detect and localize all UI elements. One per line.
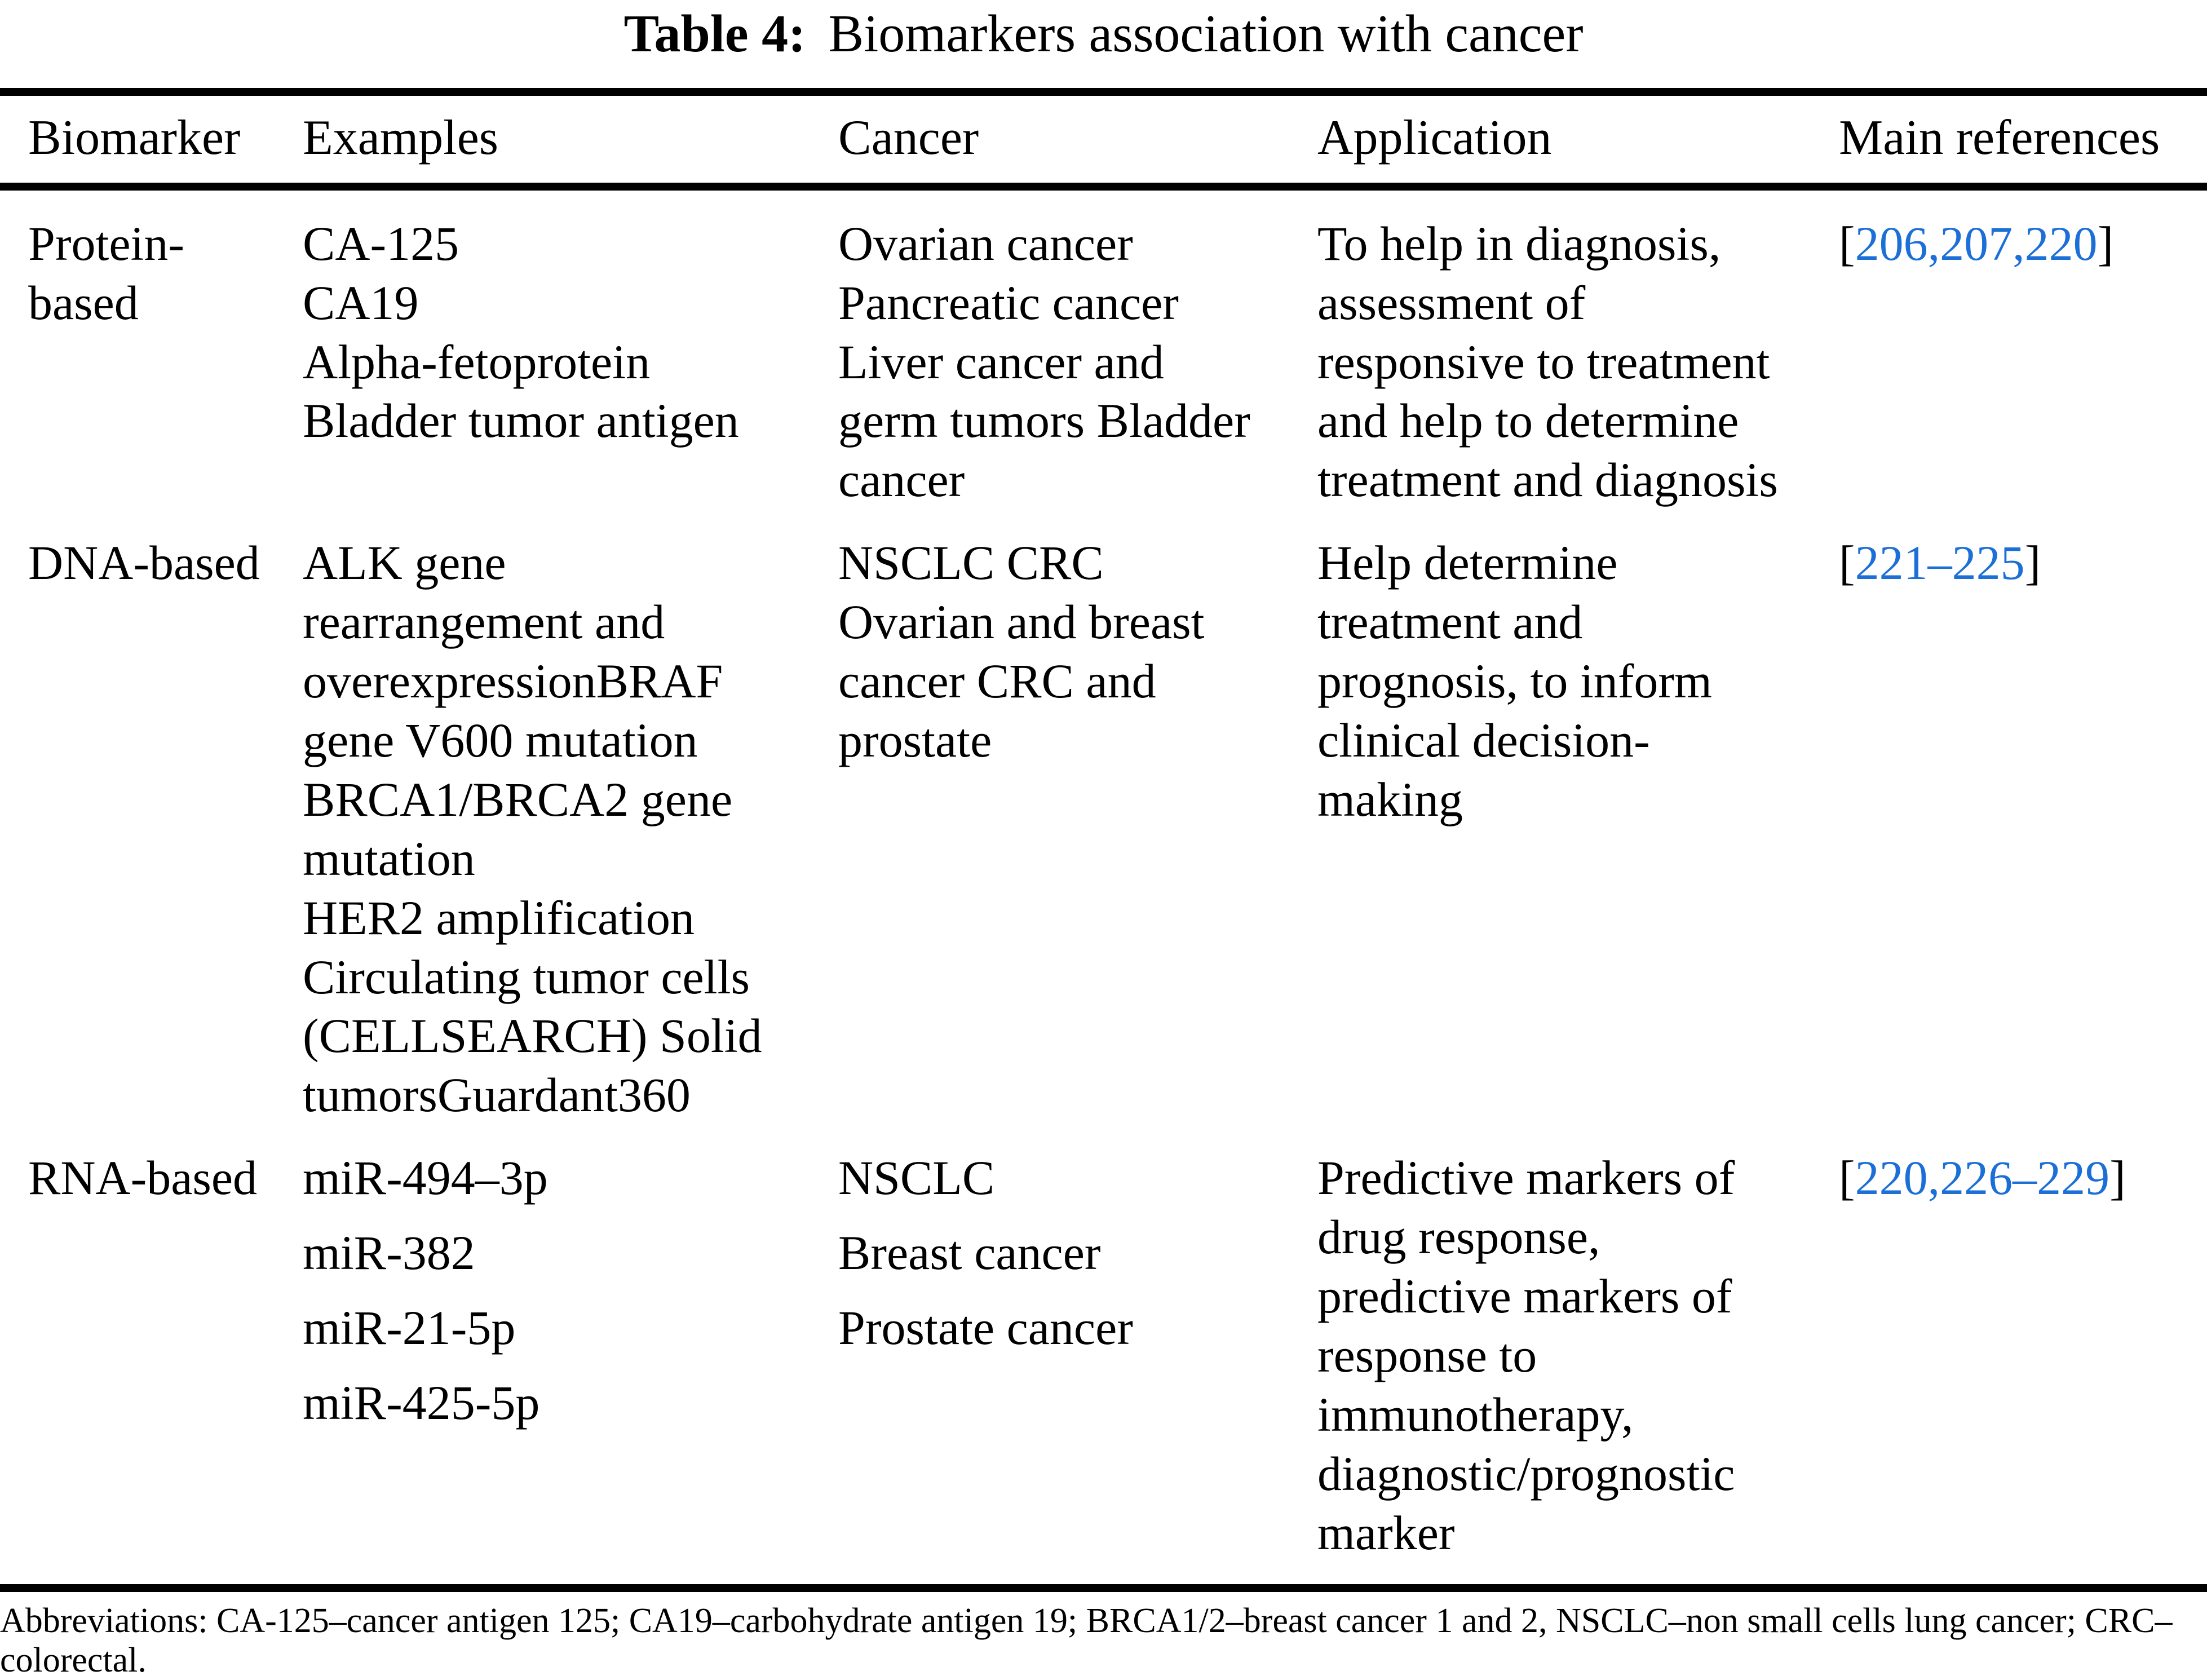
column-header-biomarker: Biomarker bbox=[28, 110, 241, 166]
cell-text-line: HER2 amplification bbox=[303, 890, 695, 945]
cancer-cell bbox=[838, 1148, 1317, 1562]
cell-text-line: RNA-based bbox=[28, 1151, 258, 1205]
table-row-dna-based bbox=[0, 510, 2207, 1125]
biomarker-cell bbox=[0, 533, 303, 1125]
bracket-open: [ bbox=[1839, 1151, 1855, 1205]
cell-text-line: Predictive markers of bbox=[1317, 1151, 1735, 1205]
cell-text-line: germ tumors Bladder bbox=[838, 394, 1250, 448]
application-cell bbox=[1317, 214, 1839, 510]
cell-text-line: DNA-based bbox=[28, 536, 260, 590]
cell-text-line: responsive to treatment bbox=[1317, 334, 1770, 389]
cell-text-line: gene V600 mutation bbox=[303, 713, 698, 767]
cell-text-line: making bbox=[1317, 772, 1463, 826]
table-caption-title: Biomarkers association with cancer bbox=[828, 5, 1584, 63]
citation-link[interactable]: 221–225 bbox=[1855, 536, 2025, 590]
cell-text-line: prostate bbox=[838, 713, 992, 767]
cell-text-line: To help in diagnosis, bbox=[1317, 216, 1721, 271]
bracket-close: ] bbox=[2024, 536, 2041, 590]
cell-text-line: rearrangement and bbox=[303, 595, 665, 649]
cell-text-line: immunotherapy, bbox=[1317, 1387, 1634, 1442]
cell-text-line: Ovarian and breast bbox=[838, 595, 1205, 649]
column-header-main-references: Main references bbox=[1839, 110, 2160, 166]
table-caption bbox=[0, 0, 2207, 64]
cell-text-line: tumorsGuardant360 bbox=[303, 1068, 691, 1122]
cell-text-line: CA-125 bbox=[303, 216, 459, 271]
cell-text-line: miR-425-5p bbox=[303, 1376, 540, 1430]
cell-text-line: and help to determine bbox=[1317, 394, 1739, 448]
application-cell bbox=[1317, 533, 1839, 1125]
cancer-cell bbox=[838, 533, 1317, 1125]
column-header-cancer: Cancer bbox=[838, 110, 979, 166]
bracket-open: [ bbox=[1839, 216, 1855, 271]
bracket-open: [ bbox=[1839, 536, 1855, 590]
cell-text-line: clinical decision- bbox=[1317, 713, 1650, 767]
application-cell bbox=[1317, 1148, 1839, 1562]
cell-text-line: miR-494–3p bbox=[303, 1151, 548, 1205]
bracket-close: ] bbox=[2109, 1151, 2126, 1205]
cell-text-line: Bladder tumor antigen bbox=[303, 394, 739, 448]
cell-text-line: cancer CRC and bbox=[838, 654, 1156, 709]
references-cell bbox=[1839, 533, 2207, 1125]
column-header-examples: Examples bbox=[303, 110, 499, 166]
examples-cell bbox=[303, 533, 838, 1125]
cell-text-line: Breast cancer bbox=[838, 1226, 1101, 1280]
cell-text-line: response to bbox=[1317, 1328, 1537, 1382]
bracket-close: ] bbox=[2097, 216, 2114, 271]
biomarker-cell bbox=[0, 214, 303, 510]
cell-text-line: marker bbox=[1317, 1505, 1455, 1560]
table-row-rna-based bbox=[0, 1125, 2207, 1584]
cell-text-line: miR-21-5p bbox=[303, 1301, 516, 1355]
table-caption-number: Table 4: bbox=[623, 5, 806, 63]
biomarkers-table bbox=[0, 88, 2207, 1592]
cell-text-line: NSCLC bbox=[838, 1151, 995, 1205]
cell-text-line: treatment and diagnosis bbox=[1317, 453, 1778, 507]
references-cell bbox=[1839, 1148, 2207, 1562]
cell-text-line: predictive markers of bbox=[1317, 1269, 1732, 1324]
cell-text-line: Liver cancer and bbox=[838, 334, 1164, 389]
cell-text-line: BRCA1/BRCA2 gene bbox=[303, 772, 733, 826]
cell-text-line: Help determine bbox=[1317, 536, 1618, 590]
cell-text-line: Protein- bbox=[28, 216, 185, 271]
cell-text-line: Prostate cancer bbox=[838, 1301, 1133, 1355]
cell-text-line: overexpressionBRAF bbox=[303, 654, 723, 709]
cell-text-line: prognosis, to inform bbox=[1317, 654, 1712, 709]
cell-text-line: CA19 bbox=[303, 275, 419, 330]
cell-text-line: diagnostic/prognostic bbox=[1317, 1446, 1735, 1501]
cancer-cell bbox=[838, 214, 1317, 510]
cell-text-line: Ovarian cancer bbox=[838, 216, 1133, 271]
cell-text-line: ALK gene bbox=[303, 536, 506, 590]
column-header-application: Application bbox=[1317, 110, 1552, 166]
table-header-row bbox=[0, 96, 2207, 191]
cell-text-line: (CELLSEARCH) Solid bbox=[303, 1009, 762, 1063]
table-footnote-abbreviations: Abbreviations: CA-125–cancer antigen 125; CA19–carbohydrate antigen 19; BRCA1/2–breast cancer 1 and 2, NSCLC–non small cells lung cancer; CRC–colorectal. bbox=[0, 1601, 2173, 1679]
cell-text-line: Circulating tumor cells bbox=[303, 949, 750, 1004]
examples-cell bbox=[303, 1148, 838, 1562]
cell-text-line: assessment of bbox=[1317, 275, 1586, 330]
biomarker-cell bbox=[0, 1148, 303, 1562]
citation-link[interactable]: 220,226–229 bbox=[1855, 1151, 2110, 1205]
cell-text-line: miR-382 bbox=[303, 1226, 475, 1280]
examples-cell bbox=[303, 214, 838, 510]
cell-text-line: based bbox=[28, 275, 139, 330]
cell-text-line: Alpha-fetoprotein bbox=[303, 334, 651, 389]
references-cell bbox=[1839, 214, 2207, 510]
cell-text-line: NSCLC CRC bbox=[838, 536, 1104, 590]
table-row-protein-based bbox=[0, 191, 2207, 510]
citation-link[interactable]: 206,207,220 bbox=[1855, 216, 2098, 271]
cell-text-line: Pancreatic cancer bbox=[838, 275, 1179, 330]
cell-text-line: drug response, bbox=[1317, 1210, 1600, 1265]
cell-text-line: treatment and bbox=[1317, 595, 1583, 649]
cell-text-line: mutation bbox=[303, 831, 475, 886]
cell-text-line: cancer bbox=[838, 453, 965, 507]
